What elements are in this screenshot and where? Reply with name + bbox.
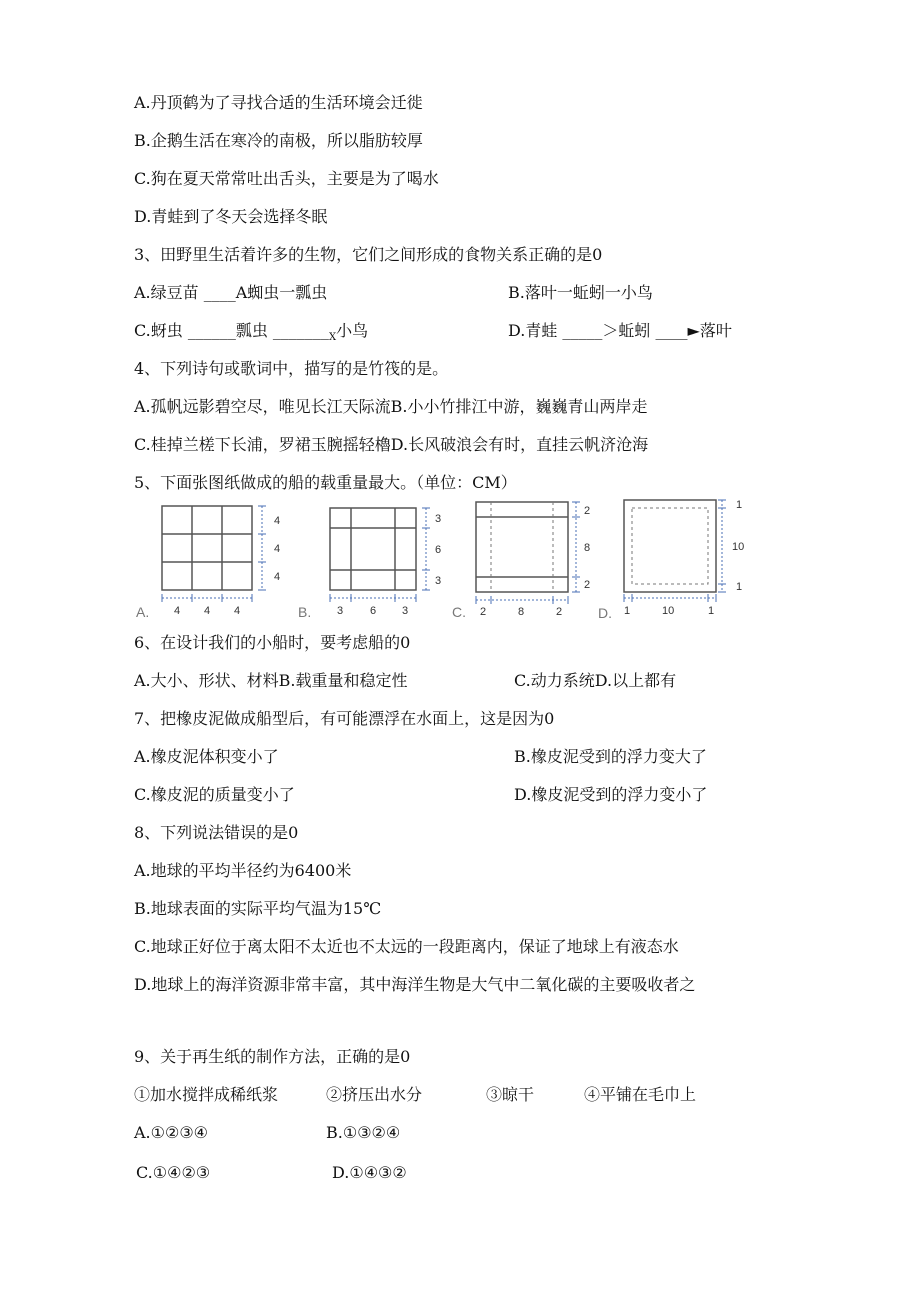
figure-c <box>450 496 610 620</box>
q8-stem: 8、下列说法错误的是0 <box>134 823 299 842</box>
q9-option-b: B.①③②④ <box>326 1123 401 1142</box>
figure-a-right-1: 4 <box>274 515 281 527</box>
q9-option-a: A.①②③④ <box>134 1123 209 1142</box>
q6-options-cd: C.动力系统D.以上都有 <box>514 671 677 690</box>
q6-options-ab: A.大小、形状、材料B.载重量和稳定性 <box>134 671 408 690</box>
q7-option-d: D.橡皮泥受到的浮力变小了 <box>514 785 708 804</box>
q2-option-a: A.丹顶鹤为了寻找合适的生活环境会迁徙 <box>134 93 423 112</box>
figure-c-right-3: 2 <box>584 579 591 591</box>
figure-b <box>296 500 456 620</box>
figure-d-right-1: 1 <box>736 499 743 511</box>
figure-a-right-2: 4 <box>274 543 281 555</box>
figure-b-bottom-1: 3 <box>337 605 344 617</box>
figure-a-label: A. <box>136 604 150 620</box>
q4-options-cd: C.桂掉兰槎下长浦，罗裙玉腕摇轻櫓D.长风破浪会有时，直挂云帆济沧海 <box>134 435 649 454</box>
figure-b-right-3: 3 <box>435 575 442 587</box>
q8-option-d: D.地球上的海洋资源非常丰富，其中海洋生物是大气中二氧化碳的主要吸收者之 <box>134 975 696 994</box>
q9-stem: 9、关于再生纸的制作方法，正确的是0 <box>134 1047 411 1066</box>
figure-d-bottom-1: 1 <box>624 605 631 617</box>
q9-step-2: ②挤压出水分 <box>326 1085 423 1104</box>
figure-c-right-1: 2 <box>584 505 591 517</box>
q7-option-a: A.橡皮泥体积变小了 <box>134 747 279 766</box>
q3-option-b: B.落叶一蚯蚓一小鸟 <box>508 283 653 302</box>
q8-option-c: C.地球正好位于离太阳不太近也不太远的一段距离内，保证了地球上有液态水 <box>134 937 679 956</box>
figure-b-right-2: 6 <box>435 544 442 556</box>
q8-option-a: A.地球的平均半径约为6400米 <box>134 861 352 880</box>
q3-option-c <box>134 320 368 349</box>
figure-c-bottom-1: 2 <box>480 606 487 618</box>
figure-a-bottom-3: 4 <box>234 605 241 617</box>
figure-d <box>596 494 766 620</box>
q8-option-b: B.地球表面的实际平均气温为15℃ <box>134 899 382 918</box>
figure-d-bottom-2: 10 <box>662 605 675 617</box>
q3-stem: 3、田野里生活着许多的生物，它们之间形成的食物关系正确的是0 <box>134 245 603 264</box>
figure-d-bottom-3: 1 <box>708 605 715 617</box>
q9-step-1: ①加水搅拌成稀纸浆 <box>134 1085 279 1104</box>
figure-c-right-2: 8 <box>584 542 591 554</box>
figure-a <box>134 500 294 620</box>
q2-option-b: B.企鹅生活在寒冷的南极，所以脂肪较厚 <box>134 131 423 150</box>
figure-a-bottom-2: 4 <box>204 605 211 617</box>
q5-stem: 5、下面张图纸做成的船的载重量最大。（单位：CM） <box>134 473 517 492</box>
figure-b-label: B. <box>298 604 312 620</box>
q9-step-4: ④平铺在毛巾上 <box>584 1085 697 1104</box>
figure-b-bottom-3: 3 <box>402 605 409 617</box>
figure-c-label: C. <box>452 604 466 620</box>
q7-option-b: B.橡皮泥受到的浮力变大了 <box>514 747 707 766</box>
q3-option-c-part2: 小鸟 <box>336 321 369 340</box>
figure-d-label: D. <box>598 605 612 620</box>
figure-c-bottom-3: 2 <box>556 606 563 618</box>
q4-stem: 4、下列诗句或歌词中，描写的是竹筏的是。 <box>134 359 449 378</box>
q3-option-c-sub: X <box>328 332 337 344</box>
q7-option-c: C.橡皮泥的质量变小了 <box>134 785 295 804</box>
q2-option-c: C.狗在夏天常常吐出舌头，主要是为了喝水 <box>134 169 439 188</box>
figure-c-bottom-2: 8 <box>518 606 525 618</box>
q3-option-c-part1: C.蚜虫 ______瓢虫 _______ <box>134 321 329 340</box>
q3-option-a: A.绿豆苗 ____A蜘虫一瓢虫 <box>134 283 328 302</box>
q9-option-c: C.①④②③ <box>136 1163 211 1182</box>
figure-d-right-3: 1 <box>736 581 743 593</box>
q6-stem: 6、在设计我们的小船时，要考虑船的0 <box>134 633 411 652</box>
figure-a-right-3: 4 <box>274 571 281 583</box>
figure-b-right-1: 3 <box>435 513 442 525</box>
q2-option-d: D.青蛙到了冬天会选择冬眠 <box>134 207 328 226</box>
q3-option-d: D.青蛙 _____＞蚯蚓 ____►落叶 <box>508 321 732 340</box>
q9-step-3: ③晾干 <box>486 1085 535 1104</box>
q4-options-ab: A.孤帆远影碧空尽，唯见长江天际流B.小小竹排江中游，巍巍青山两岸走 <box>134 397 648 416</box>
figure-a-bottom-1: 4 <box>174 605 181 617</box>
figure-d-right-2: 10 <box>732 541 745 553</box>
figure-b-bottom-2: 6 <box>370 605 377 617</box>
q7-stem: 7、把橡皮泥做成船型后，有可能漂浮在水面上，这是因为0 <box>134 709 555 728</box>
q9-option-d: D.①④③② <box>332 1163 407 1182</box>
